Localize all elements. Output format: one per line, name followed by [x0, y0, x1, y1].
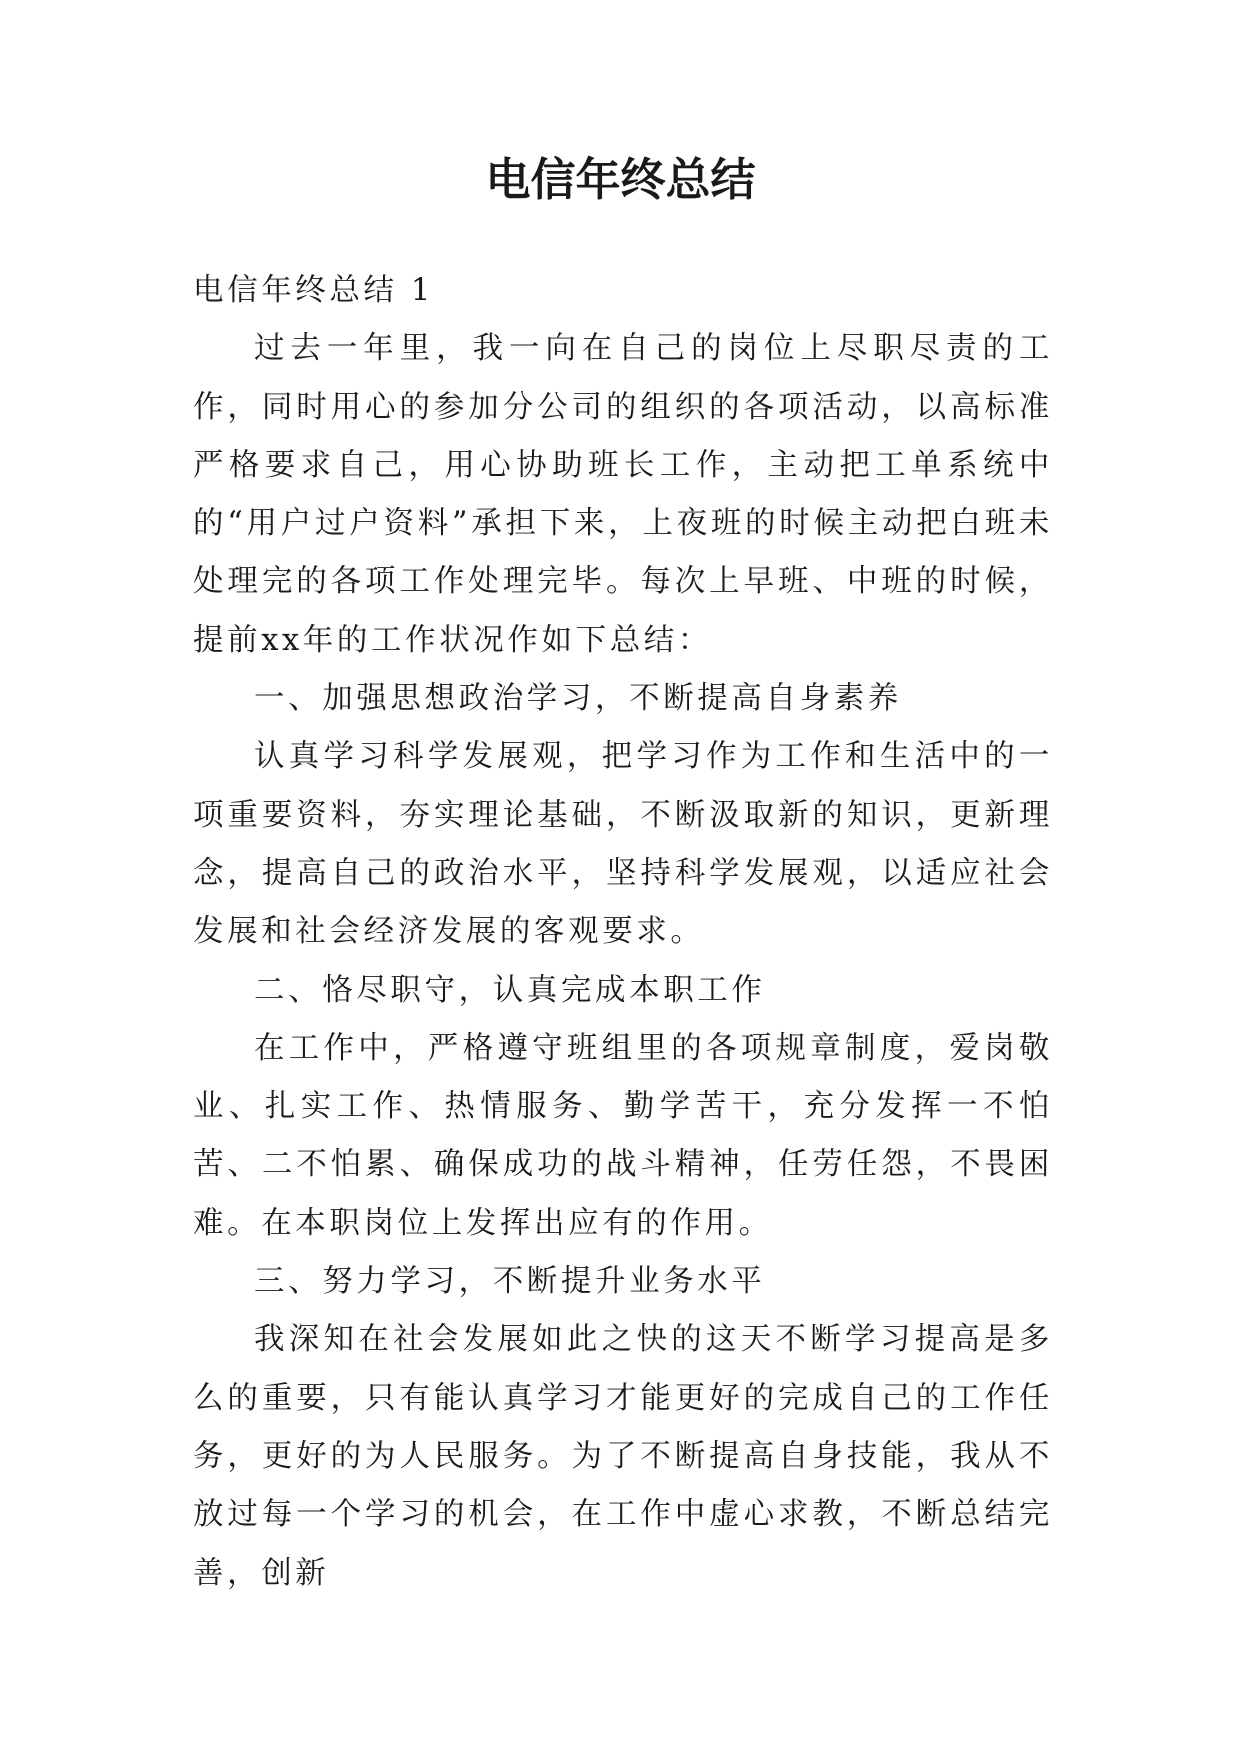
- document-title: 电信年终总结: [485, 153, 756, 206]
- heading-duty: 二、恪尽职守，认真完成本职工作: [254, 972, 766, 1008]
- section-heading: 电信年终总结 1: [193, 273, 434, 308]
- document-body: [193, 262, 1053, 1603]
- heading-political-study: 一、加强思想政治学习，不断提高自身素养: [254, 681, 902, 717]
- paragraph-duty: 在工作中，严格遵守班组里的各项规章制度，爱岗敬业、扎实工作、热情服务、勤学苦干，充分发挥一不怕苦、二不怕累、确保成功的战斗精神，任劳任怨，不畏困难。在本职岗位上发挥出应有的作用。: [193, 1030, 1053, 1241]
- heading-business-skill: 三、努力学习，不断提升业务水平: [254, 1264, 766, 1300]
- paragraph-business-skill: 我深知在社会发展如此之快的这天不断学习提高是多么的重要，只有能认真学习才能更好的完成自己的工作任务，更好的为人民服务。为了不断提高自身技能，我从不放过每一个学习的机会，在工作中虚心求教，不断总结完善，创新: [193, 1322, 1053, 1591]
- paragraph-political-study: 认真学习科学发展观，把学习作为工作和生活中的一项重要资料，夯实理论基础，不断汲取新的知识，更新理念，提高自己的政治水平，坚持科学发展观，以适应社会发展和社会经济发展的客观要求。: [193, 739, 1053, 950]
- paragraph-intro: 过去一年里，我一向在自己的岗位上尽职尽责的工作，同时用心的参加分公司的组织的各项活动，以高标准严格要求自己，用心协助班长工作，主动把工单系统中的“用户过户资料”承担下来，上夜班的时候主动把白班未处理完的各项工作处理完毕。每次上早班、中班的时候，提前xx年的工作状况作如下总结：: [193, 331, 1053, 658]
